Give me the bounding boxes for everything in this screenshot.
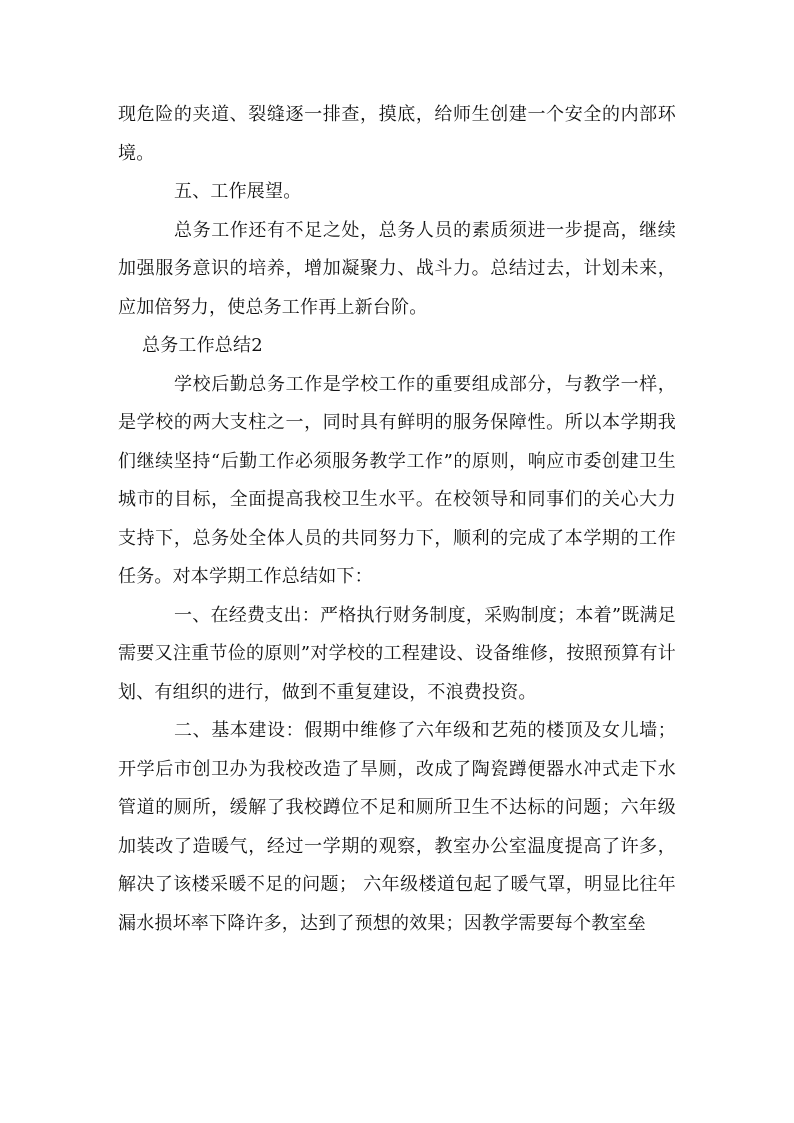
- summary-title: 总务工作总结2: [142, 335, 263, 356]
- paragraph-expenditure: 一、在经费支出：严格执行财务制度，采购制度；本着”既满足需要又注重节俭的原则”对学校的工程建设、设备维修，按照预算有计划、有组织的进行，做到不重复建设，不浪费投资。: [118, 604, 676, 703]
- paragraph-construction: 二、基本建设：假期中维修了六年级和艺苑的楼顶及女儿墙；开学后市创卫办为我校改造了旱厕，改成了陶瓷蹲便器水冲式走下水管道的厕所，缓解了我校蹲位不足和厕所卫生不达标的问题；六年级加装改了造暖气，经过一学期的观察，教室办公室温度提高了许多，解决了该楼采暖不足的问题； 六年级楼道包起了暖气罩，明显比往年漏水损坏率下降许多，达到了预想的效果；因教学需要每个教室垒: [118, 720, 676, 934]
- paragraph-intro: 学校后勤总务工作是学校工作的重要组成部分，与教学一样，是学校的两大支柱之一，同时具有鲜明的服务保障性。所以本学期我们继续坚持“后勤工作必须服务教学工作”的原则，响应市委创建卫生城市的目标，全面提高我校卫生水平。在校领导和同事们的关心大力支持下，总务处全体人员的共同努力下，顺利的完成了本学期的工作任务。对本学期工作总结如下：: [118, 373, 676, 587]
- paragraph-outlook: 总务工作还有不足之处，总务人员的素质须进一步提高，继续加强服务意识的培养，增加凝聚力、战斗力。总结过去，计划未来，应加倍努力，使总务工作再上新台阶。: [118, 219, 676, 318]
- document-body: [118, 96, 676, 943]
- section-heading-outlook: 五、工作展望。: [174, 181, 302, 202]
- paragraph-continuation: 现危险的夹道、裂缝逐一排查，摸底，给师生创建一个安全的内部环境。: [118, 104, 676, 164]
